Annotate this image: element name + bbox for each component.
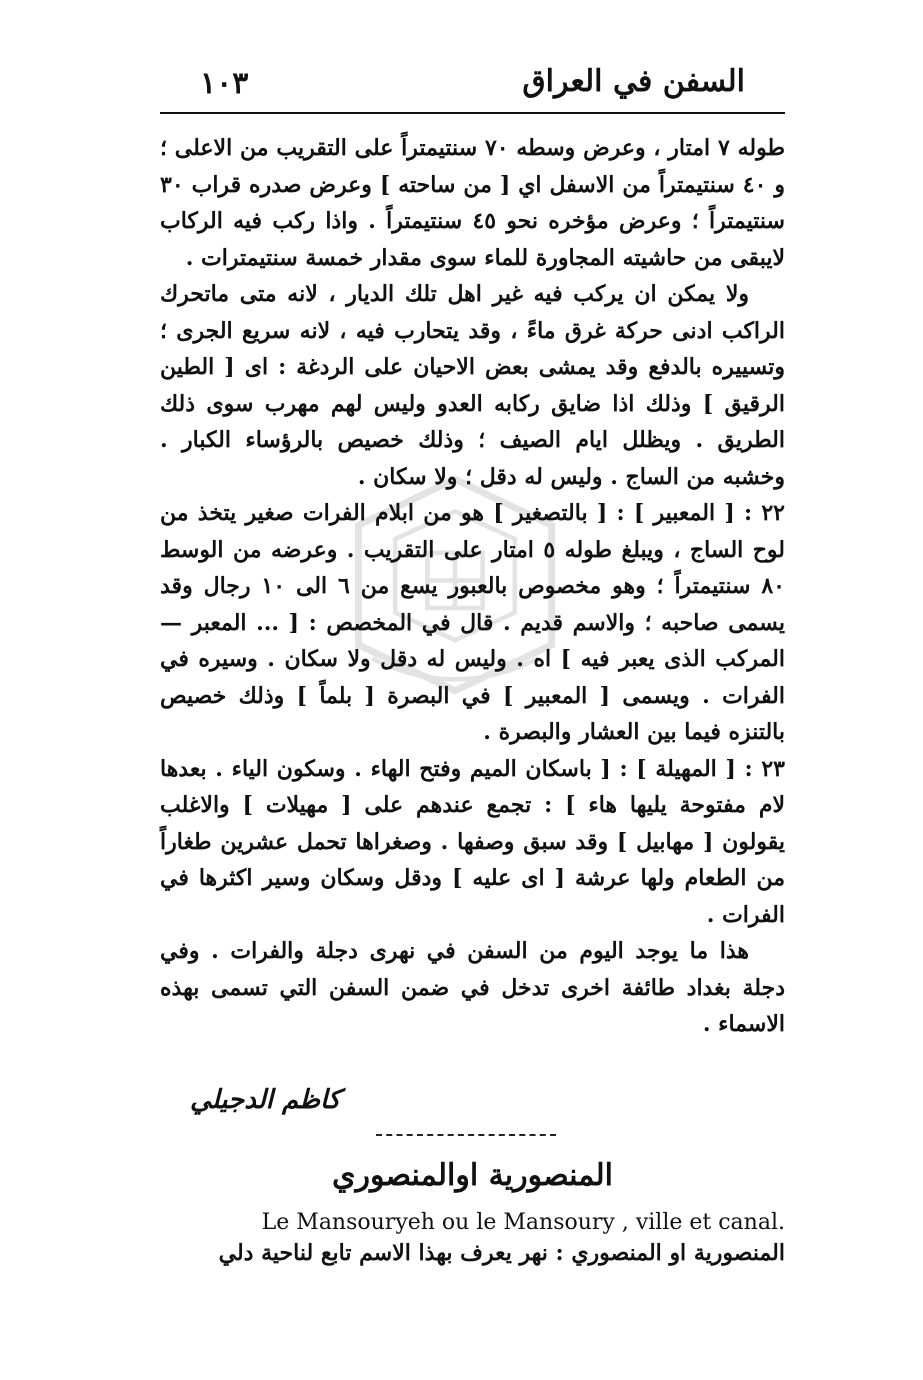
section-first-line: المنصورية او المنصوري : نهر يعرف بهذا الاسم تابع لناحية دلي <box>218 1240 785 1266</box>
section-divider <box>376 1134 556 1136</box>
paragraph-2: ولا يمكن ان يركب فيه غير اهل تلك الديار ، لانه متى ماتحرك الراكب ادنى حركة غرق ماءً ، وقد يتحارب فيه ، لانه سريع الجرى ؛ وتسييره بالدفع وقد يمشى بعض الاحيان على الردغة : اى [ الطين الرقيق ] وذلك اذا ضايق ركابه العدو وليس لهم مهرب سوى ذلك الطريق . ويظلل ايام الصيف ؛ وذلك خصيص بالرؤساء الكبار . وخشبه من الساج . وليس له دقل ؛ ولا سكان . <box>160 281 785 490</box>
page-number: ١٠٣ <box>200 66 249 101</box>
page-header <box>160 60 785 110</box>
article-body <box>160 130 785 1043</box>
running-title: السفن في العراق <box>522 64 745 99</box>
paragraph-3: ٢٢ : [ المعبير ] : [ بالتصغير ] هو من ابلام الفرات صغير يتخذ من لوح الساج ، ويبلغ طوله ٥ امتار على التقريب . وعرضه من الوسط ٨٠ سنتيمتراً ؛ وهو مخصوص بالعبور يسع من ٦ الى ١٠ رجال وقد يسمى صاحبه ؛ والاسم قديم . قال في المخصص : [ ... المعبر — المركب الذى يعبر فيه ] اه . وليس له دقل ولا سكان . وسيره في الفرات . ويسمى [ المعبير ] في البصرة [ بلماً ] وذلك خصيص بالتنزه فيما بين العشار والبصرة . <box>160 500 785 745</box>
paragraph-1: طوله ٧ امتار ، وعرض وسطه ٧٠ سنتيمتراً على التقريب من الاعلى ؛ و ٤٠ سنتيمتراً من الاسفل اي [ من ساحته ] وعرض صدره قراب ٣٠ سنتيمتراً ؛ وعرض مؤخره نحو ٤٥ سنتيمتراً . واذا ركب فيه الركاب لايبقى من حاشيته المجاورة للماء سوى مقدار خمسة سنتيمترات . <box>160 135 785 271</box>
section-subtitle: Le Mansouryeh ou le Mansoury , ville et canal. <box>261 1210 785 1235</box>
paragraph-4: ٢٣ : [ المهيلة ] : [ باسكان الميم وفتح الهاء . وسكون الياء . بعدها لام مفتوحة يليها هاء ] : تجمع عندهم على [ مهيلات ] والاغلب يقولون [ مهابيل ] وقد سبق وصفها . وصغراها تحمل عشرين طغاراً من الطعام ولها عرشة [ اى عليه ] ودقل وسكان وسير اكثرها في الفرات . <box>160 755 785 928</box>
header-rule <box>160 112 785 114</box>
author-signature: كاظم الدجيلي <box>190 1085 341 1115</box>
paragraph-5: هذا ما يوجد اليوم من السفن في نهرى دجلة والفرات . وفي دجلة بغداد طائفة اخرى تدخل في ضمن السفن التي تسمى بهذه الاسماء . <box>160 938 785 1037</box>
section-title: المنصورية اوالمنصوري <box>332 1158 613 1193</box>
